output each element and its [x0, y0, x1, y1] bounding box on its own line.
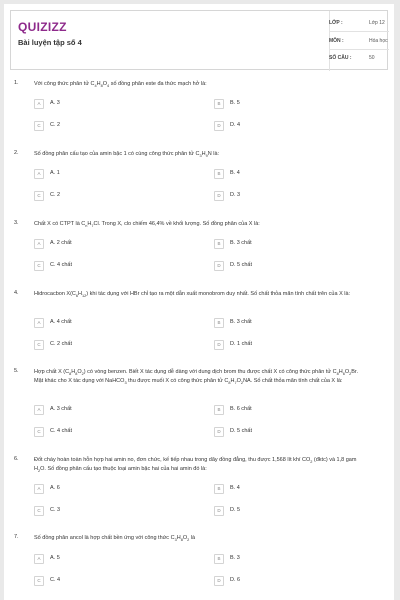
answer-option-c[interactable]: [34, 576, 194, 586]
answer-option-d[interactable]: [214, 340, 374, 350]
answer-option-d[interactable]: [214, 191, 374, 201]
option-text: B. 4: [230, 170, 240, 176]
worksheet-header: [10, 10, 388, 70]
meta-value-question-count: 50: [369, 55, 375, 61]
option-letter-badge: D: [214, 191, 224, 201]
option-letter-badge: D: [214, 261, 224, 271]
meta-line: [329, 49, 389, 50]
question-1: [4, 80, 394, 133]
answer-option-d[interactable]: [214, 121, 374, 131]
option-letter-badge: D: [214, 506, 224, 516]
meta-value-subject: Hóa học: [369, 38, 388, 44]
question-number: 7.: [14, 534, 19, 540]
option-letter-badge: C: [34, 506, 44, 516]
meta-key-subject: MÔN :: [329, 38, 344, 44]
option-text: A. 5: [50, 555, 60, 561]
question-5: [4, 368, 394, 439]
option-text: C. 4: [50, 577, 61, 583]
option-letter-badge: B: [214, 318, 224, 328]
option-letter-badge: A: [34, 484, 44, 494]
answer-option-b[interactable]: [214, 554, 374, 564]
option-text: C. 2: [50, 192, 61, 198]
option-letter-badge: C: [34, 340, 44, 350]
answer-option-c[interactable]: [34, 121, 194, 131]
option-text: D. 1 chất: [230, 341, 253, 347]
option-letter-badge: A: [34, 554, 44, 564]
question-number: 2.: [14, 150, 19, 156]
option-letter-badge: A: [34, 99, 44, 109]
option-text: B. 3: [230, 555, 240, 561]
question-7: [4, 534, 394, 588]
option-text: D. 5 chất: [230, 428, 253, 434]
question-number: 3.: [14, 220, 19, 226]
answer-option-b[interactable]: [214, 405, 374, 415]
option-text: A. 2 chất: [50, 240, 72, 246]
option-letter-badge: B: [214, 169, 224, 179]
answer-option-a[interactable]: [34, 405, 194, 415]
option-letter-badge: B: [214, 484, 224, 494]
worksheet-page: [4, 4, 394, 600]
option-letter-badge: C: [34, 191, 44, 201]
option-letter-badge: B: [214, 239, 224, 249]
answer-option-c[interactable]: [34, 191, 194, 201]
answer-option-c[interactable]: [34, 261, 194, 271]
option-text: B. 3 chất: [230, 240, 252, 246]
answer-option-b[interactable]: [214, 318, 374, 328]
answer-option-a[interactable]: [34, 169, 194, 179]
option-letter-badge: C: [34, 261, 44, 271]
worksheet-title: Bài luyện tập số 4: [18, 38, 82, 47]
option-letter-badge: C: [34, 427, 44, 437]
answer-option-a[interactable]: [34, 99, 194, 109]
question-text: Số đồng phân ancol là hợp chất bền ứng với công thức $C_3H_8O_2$ là: [34, 535, 196, 543]
answer-option-d[interactable]: [214, 261, 374, 271]
answer-option-b[interactable]: [214, 99, 374, 109]
answer-option-c[interactable]: [34, 340, 194, 350]
meta-value-grade: Lớp 12: [369, 20, 385, 26]
question-number: 6.: [14, 456, 19, 462]
answer-option-b[interactable]: [214, 239, 374, 249]
option-text: A. 4 chất: [50, 319, 72, 325]
option-text: D. 6: [230, 577, 241, 583]
meta-line: [329, 31, 389, 32]
answer-option-c[interactable]: [34, 506, 194, 516]
option-text: D. 3: [230, 192, 241, 198]
option-text: B. 3 chất: [230, 319, 252, 325]
option-letter-badge: D: [214, 576, 224, 586]
question-2: [4, 150, 394, 203]
option-letter-badge: B: [214, 554, 224, 564]
option-text: B. 5: [230, 100, 240, 106]
option-text: C. 2 chất: [50, 341, 73, 347]
option-letter-badge: C: [34, 576, 44, 586]
question-text: Chất X có CTPT là $C_nH_7Cl$. Trong X, clo chiếm 46,4% về khối lượng. Số đồng phân của X là:: [34, 221, 260, 229]
question-4: [4, 290, 394, 352]
question-number: 4.: [14, 290, 19, 296]
quizizz-logo: QUIZIZZ: [18, 20, 67, 34]
answer-option-b[interactable]: [214, 169, 374, 179]
answer-option-d[interactable]: [214, 576, 374, 586]
answer-option-a[interactable]: [34, 239, 194, 249]
question-number: 1.: [14, 80, 19, 86]
answer-option-c[interactable]: [34, 427, 194, 437]
option-text: B. 4: [230, 485, 240, 491]
option-text: A. 6: [50, 485, 60, 491]
question-3: [4, 220, 394, 273]
option-text: C. 2: [50, 122, 61, 128]
option-text: A. 3 chất: [50, 406, 72, 412]
answer-option-a[interactable]: [34, 554, 194, 564]
answer-option-a[interactable]: [34, 318, 194, 328]
question-text: Số đồng phân cấu tạo của amin bậc 1 có cùng công thức phân tử $C_3H_9N$ là:: [34, 151, 220, 159]
option-letter-badge: A: [34, 239, 44, 249]
question-text: Đốt cháy hoàn toàn hỗn hợp hai amin no, đơn chức, kế tiếp nhau trong dãy đồng đẳng, thu được 1,568 lít khí $CO_2$ (đktc) và 1,8 gam $H_2O$. Số đồng phân cấu tạo thuộc loại amin bậc hai của hai amin đó là:: [34, 457, 357, 473]
question-text: Với công thức phân tử $C_4H_8O_4$ số đồng phân este đa thức mạch hở là:: [34, 81, 207, 89]
answer-option-b[interactable]: [214, 484, 374, 494]
option-letter-badge: A: [34, 169, 44, 179]
option-letter-badge: C: [34, 121, 44, 131]
option-letter-badge: B: [214, 99, 224, 109]
option-text: D. 4: [230, 122, 241, 128]
answer-option-a[interactable]: [34, 484, 194, 494]
option-letter-badge: D: [214, 121, 224, 131]
option-text: D. 5: [230, 507, 241, 513]
option-letter-badge: D: [214, 427, 224, 437]
option-text: A. 3: [50, 100, 60, 106]
option-text: C. 3: [50, 507, 61, 513]
option-text: D. 5 chất: [230, 262, 253, 268]
answer-option-d[interactable]: [214, 506, 374, 516]
option-text: C. 4 chất: [50, 262, 73, 268]
option-letter-badge: A: [34, 405, 44, 415]
answer-option-d[interactable]: [214, 427, 374, 437]
meta-key-grade: LỚP :: [329, 20, 343, 26]
question-6: [4, 456, 394, 518]
option-letter-badge: A: [34, 318, 44, 328]
question-text: Hidrocacbon $X(C_6H_{12})$ khi tác dụng với HBr chỉ tạo ra một dẫn xuất monobrom duy nhất. Số chất thỏa mãn tính chất trên của X là:: [34, 291, 351, 299]
option-letter-badge: D: [214, 340, 224, 350]
meta-key-question-count: SỐ CÂU :: [329, 55, 352, 61]
option-letter-badge: B: [214, 405, 224, 415]
option-text: C. 4 chất: [50, 428, 73, 434]
question-text: Hợp chất X $(C_8H_8O_2)$ có vòng benzen. Biết X tác dụng dễ dàng với dung dịch brom thu được chất X có công thức phân tử $C_8H_6O_2Br$. Mặt khác cho X tác dụng với NaHCO$_3$ thu được muối X có công thức phân tử $C_8H_7O_2NA$. Số chất thỏa mãn tính chất của X là:: [34, 369, 358, 385]
option-text: B. 6 chất: [230, 406, 252, 412]
option-text: A. 1: [50, 170, 60, 176]
question-number: 5.: [14, 368, 19, 374]
worksheet-meta: [329, 11, 389, 71]
